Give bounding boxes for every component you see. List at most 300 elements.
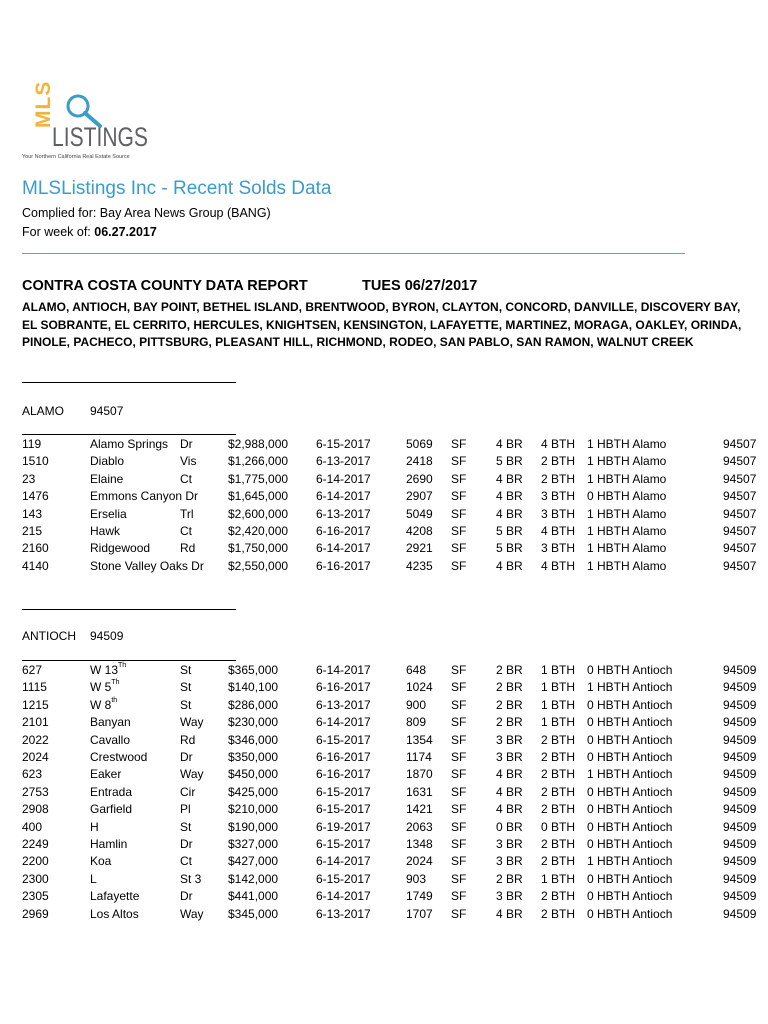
table-row	[0, 820, 768, 837]
table-row	[0, 785, 768, 802]
cell-br: 4 BR	[496, 802, 523, 817]
cell-date: 6-16-2017	[316, 750, 371, 764]
cell-date: 6-15-2017	[316, 437, 371, 451]
street-text: W 5	[90, 680, 112, 695]
cell-sf: SF	[451, 506, 467, 521]
cell-num: 2305	[22, 889, 49, 904]
table-row	[0, 559, 768, 576]
cell-type: Rd	[180, 732, 196, 747]
cell-price: $230,000	[228, 715, 279, 730]
header-divider	[22, 253, 685, 254]
cell-date: 6-13-2017	[316, 506, 371, 521]
cell-num: 119	[22, 437, 42, 451]
cell-zip: 94507	[723, 471, 757, 486]
cell-date: 6-15-2017	[316, 871, 371, 886]
cell-type: St	[180, 819, 192, 834]
cell-sf: SF	[451, 854, 467, 869]
cell-sf: SF	[451, 784, 467, 799]
table-row	[0, 507, 768, 524]
cell-price: $345,000	[228, 906, 279, 921]
cell-hbth: 0 HBTH Antioch	[587, 837, 673, 851]
cell-sqft: 1749	[406, 889, 433, 904]
cell-price: $286,000	[228, 697, 279, 712]
cell-bth: 2 BTH	[541, 802, 576, 817]
cell-sqft: 1631	[406, 784, 433, 799]
section-zip-antioch: 94509	[90, 629, 124, 643]
table-row	[0, 854, 768, 871]
table-row	[0, 872, 768, 889]
cell-br: 4 BR	[496, 489, 523, 504]
cell-bth: 1 BTH	[541, 680, 576, 695]
section-city-antioch: ANTIOCH	[22, 629, 76, 643]
cell-sqft: 2024	[406, 854, 433, 869]
cell-type: Pl	[180, 802, 191, 817]
cell-br: 5 BR	[496, 541, 523, 556]
cell-zip: 94507	[723, 489, 757, 504]
cell-br: 3 BR	[496, 854, 523, 869]
cell-num: 2969	[22, 906, 49, 921]
cell-hbth: 0 HBTH Antioch	[587, 819, 673, 834]
cell-bth: 2 BTH	[541, 732, 576, 747]
cell-sqft: 1354	[406, 732, 433, 747]
street-ordinal: Th	[111, 679, 120, 687]
cell-price: $1,266,000	[228, 454, 289, 469]
cell-zip: 94509	[723, 767, 757, 782]
cell-bth: 3 BTH	[541, 489, 576, 504]
cell-type: St 3	[180, 871, 202, 886]
cell-type: St	[180, 663, 192, 677]
cell-type: Vis	[180, 454, 197, 469]
table-row	[0, 889, 768, 906]
cell-price: $210,000	[228, 802, 279, 817]
cities-list: ALAMO, ANTIOCH, BAY POINT, BETHEL ISLAND, BRENTWOOD, BYRON, CLAYTON, CONCORD, DANVILLE, DISCOVERY BAY, EL SOBRANTE, EL CERRITO, HERCULES, KNIGHTSEN, KENSINGTON, LAFAYETTE, MARTINEZ, MORAGA, OAKLEY, ORINDA, PINOLE, PACHECO, PITTSBURG, PLEASANT HILL, RICHMOND, RODEO, SAN PABLO, SAN RAMON, WALNUT CREEK	[22, 300, 742, 349]
cell-street: Diablo	[90, 454, 125, 469]
cell-sqft: 5069	[406, 437, 433, 451]
cell-zip: 94509	[723, 750, 757, 764]
cell-num: 2753	[22, 784, 49, 799]
cell-num: 2249	[22, 837, 49, 851]
cell-br: 5 BR	[496, 524, 523, 538]
cell-sf: SF	[451, 454, 467, 469]
cell-num: 2200	[22, 854, 49, 869]
cell-sf: SF	[451, 732, 467, 747]
cell-sf: SF	[451, 767, 467, 782]
week-label: For week of:	[22, 225, 95, 239]
cell-street: L	[90, 871, 97, 886]
cell-num: 143	[22, 506, 43, 521]
cell-hbth: 1 HBTH Alamo	[587, 541, 667, 556]
cell-sqft: 1024	[406, 680, 433, 695]
cell-street: Ridgewood	[90, 541, 151, 556]
cell-hbth: 0 HBTH Antioch	[587, 697, 673, 712]
cell-price: $2,420,000	[228, 524, 289, 538]
cell-sqft: 648	[406, 663, 427, 677]
cell-sf: SF	[451, 541, 467, 556]
cell-bth: 2 BTH	[541, 767, 576, 782]
cell-type: Ct	[180, 471, 192, 486]
cell-num: 2160	[22, 541, 49, 556]
cell-date: 6-14-2017	[316, 854, 371, 869]
cell-price: $1,645,000	[228, 489, 289, 504]
cell-bth: 2 BTH	[541, 854, 576, 869]
cell-br: 4 BR	[496, 784, 523, 799]
cell-zip: 94509	[723, 784, 757, 799]
cell-date: 6-13-2017	[316, 906, 371, 921]
cell-price: $425,000	[228, 784, 279, 799]
cell-sf: SF	[451, 663, 467, 677]
cell-price: $2,988,000	[228, 437, 289, 451]
cell-street: Erselia	[90, 506, 127, 521]
cell-zip: 94509	[723, 802, 757, 817]
cell-num: 2101	[22, 715, 49, 730]
cell-type: Dr	[180, 750, 193, 764]
cell-br: 4 BR	[496, 506, 523, 521]
table-row	[0, 541, 768, 558]
street-text: W 13	[90, 663, 119, 677]
cell-date: 6-15-2017	[316, 732, 371, 747]
cell-street: Crestwood	[90, 750, 148, 764]
cell-hbth: 0 HBTH Antioch	[587, 784, 673, 799]
cell-street	[90, 698, 117, 712]
cell-hbth: 1 HBTH Alamo	[587, 506, 667, 521]
cell-br: 3 BR	[496, 732, 523, 747]
cell-zip: 94507	[723, 454, 757, 469]
week-of	[22, 225, 157, 239]
cell-br: 4 BR	[496, 437, 523, 451]
cell-date: 6-19-2017	[316, 819, 371, 834]
cell-date: 6-14-2017	[316, 663, 371, 677]
cell-sqft: 1421	[406, 802, 433, 817]
cell-sqft: 4208	[406, 524, 433, 538]
cell-bth: 2 BTH	[541, 750, 576, 764]
cell-date: 6-13-2017	[316, 697, 371, 712]
cell-street: Koa	[90, 854, 112, 869]
cell-zip: 94509	[723, 663, 757, 677]
cell-bth: 3 BTH	[541, 541, 576, 556]
street-text: W 8	[90, 697, 112, 712]
cell-street: H	[90, 819, 99, 834]
cell-date: 6-14-2017	[316, 471, 371, 486]
page-title: MLSListings Inc - Recent Solds Data	[22, 178, 332, 199]
section-zip-alamo: 94507	[90, 404, 124, 418]
cell-zip: 94509	[723, 906, 757, 921]
cell-zip: 94509	[723, 697, 757, 712]
cell-date: 6-16-2017	[316, 680, 371, 695]
cell-bth: 1 BTH	[541, 697, 576, 712]
cell-bth: 4 BTH	[541, 437, 576, 451]
table-row	[0, 733, 768, 750]
cell-date: 6-14-2017	[316, 715, 371, 730]
cell-zip: 94509	[723, 871, 757, 886]
cell-street: Eaker	[90, 767, 122, 782]
cell-bth: 2 BTH	[541, 889, 576, 904]
cell-sqft: 1870	[406, 767, 433, 782]
table-row	[0, 437, 768, 454]
cell-type: Ct	[180, 854, 192, 869]
cell-street: Banyan	[90, 715, 131, 730]
cell-price: $140,100	[228, 680, 279, 695]
cell-sf: SF	[451, 524, 467, 538]
cell-price: $350,000	[228, 750, 279, 764]
cell-price: $190,000	[228, 819, 279, 834]
cell-br: 2 BR	[496, 715, 523, 730]
cell-sf: SF	[451, 889, 467, 904]
table-row	[0, 663, 768, 680]
cell-price: $365,000	[228, 663, 279, 677]
cell-zip: 94507	[723, 524, 757, 538]
cell-sqft: 2907	[406, 489, 433, 504]
cell-br: 4 BR	[496, 558, 523, 573]
cell-date: 6-14-2017	[316, 489, 371, 504]
report-heading: CONTRA COSTA COUNTY DATA REPORT	[22, 278, 308, 294]
cell-bth: 2 BTH	[541, 906, 576, 921]
cell-bth: 2 BTH	[541, 471, 576, 486]
cell-sf: SF	[451, 715, 467, 730]
cell-zip: 94507	[723, 558, 757, 573]
cell-sqft: 2418	[406, 454, 433, 469]
cell-zip: 94509	[723, 680, 757, 695]
cell-hbth: 1 HBTH Antioch	[587, 767, 673, 782]
section-header-rule	[22, 434, 236, 435]
cell-street: Hamlin	[90, 837, 128, 851]
cell-num: 1215	[22, 697, 49, 712]
cell-sf: SF	[451, 750, 467, 764]
table-row	[0, 750, 768, 767]
cell-num: 23	[22, 471, 36, 486]
cell-bth: 2 BTH	[541, 784, 576, 799]
section-divider	[22, 382, 236, 383]
cell-bth: 1 BTH	[541, 715, 576, 730]
cell-price: $2,550,000	[228, 558, 289, 573]
cell-bth: 1 BTH	[541, 663, 576, 677]
cell-hbth: 1 HBTH Alamo	[587, 471, 667, 486]
cell-num: 2300	[22, 871, 49, 886]
cell-type: Way	[180, 906, 204, 921]
cell-street: Lafayette	[90, 889, 140, 904]
cell-date: 6-15-2017	[316, 784, 371, 799]
table-row	[0, 767, 768, 784]
mls-listings-logo	[22, 80, 152, 164]
cell-num: 4140	[22, 558, 49, 573]
cell-hbth: 0 HBTH Antioch	[587, 715, 673, 730]
compiled-for: Complied for: Bay Area News Group (BANG)	[22, 206, 271, 220]
cell-type: Dr	[180, 837, 193, 851]
cell-zip: 94509	[723, 732, 757, 747]
cell-zip: 94509	[723, 819, 757, 834]
cell-sf: SF	[451, 489, 467, 504]
cell-street: Alamo Springs	[90, 437, 169, 451]
cell-bth: 2 BTH	[541, 454, 576, 469]
cell-type: Way	[180, 767, 204, 782]
cell-hbth: 1 HBTH Antioch	[587, 854, 673, 869]
cell-type: Rd	[180, 541, 196, 556]
cell-sf: SF	[451, 906, 467, 921]
cell-zip: 94509	[723, 854, 757, 869]
table-row	[0, 472, 768, 489]
cell-date: 6-16-2017	[316, 558, 371, 573]
cell-num: 627	[22, 663, 43, 677]
cell-hbth: 1 HBTH Antioch	[587, 680, 673, 695]
cell-type: St	[180, 697, 192, 712]
cell-br: 4 BR	[496, 471, 523, 486]
report-date: TUES 06/27/2017	[362, 278, 478, 294]
cell-hbth: 0 HBTH Antioch	[587, 889, 673, 904]
cell-num: 1476	[22, 489, 49, 504]
cell-num: 623	[22, 767, 43, 782]
section-header-rule	[22, 660, 236, 661]
cell-hbth: 0 HBTH Antioch	[587, 802, 673, 817]
cell-br: 5 BR	[496, 454, 523, 469]
cell-bth: 2 BTH	[541, 837, 576, 851]
cell-sf: SF	[451, 697, 467, 712]
cell-sqft: 1707	[406, 906, 433, 921]
cell-bth: 4 BTH	[541, 558, 576, 573]
cell-bth: 4 BTH	[541, 524, 576, 538]
cell-hbth: 1 HBTH Alamo	[587, 454, 667, 469]
cell-date: 6-16-2017	[316, 767, 371, 782]
cell-date: 6-16-2017	[316, 524, 371, 538]
cell-street	[90, 663, 126, 677]
table-row	[0, 715, 768, 732]
cell-street	[90, 680, 120, 694]
cell-street: Hawk	[90, 524, 121, 538]
cell-zip: 94507	[723, 541, 757, 556]
cell-sqft: 900	[406, 697, 427, 712]
table-row	[0, 524, 768, 541]
cell-num: 215	[22, 524, 43, 538]
cell-br: 2 BR	[496, 680, 523, 695]
table-row	[0, 907, 768, 924]
cell-price: $441,000	[228, 889, 279, 904]
cell-br: 2 BR	[496, 871, 523, 886]
table-row	[0, 837, 768, 854]
cell-bth: 0 BTH	[541, 819, 576, 834]
cell-zip: 94509	[723, 889, 757, 904]
cell-sqft: 809	[406, 715, 427, 730]
table-row	[0, 802, 768, 819]
cell-price: $142,000	[228, 871, 279, 886]
cell-sqft: 903	[406, 871, 427, 886]
cell-sqft: 1174	[406, 750, 432, 764]
cell-type: Way	[180, 715, 204, 730]
cell-street: Garfield	[90, 802, 133, 817]
cell-sqft: 2921	[406, 541, 433, 556]
cell-date: 6-13-2017	[316, 454, 371, 469]
cell-sf: SF	[451, 802, 467, 817]
cell-num: 1510	[22, 454, 49, 469]
cell-sf: SF	[451, 471, 467, 486]
table-row	[0, 489, 768, 506]
cell-num: 2024	[22, 750, 49, 764]
street-ordinal: Th	[118, 662, 127, 669]
cell-sf: SF	[451, 437, 467, 451]
cell-price: $327,000	[228, 837, 279, 851]
cell-sqft: 2063	[406, 819, 433, 834]
logo-listings-text: LISTINGS	[52, 122, 148, 152]
cell-hbth: 0 HBTH Antioch	[587, 871, 673, 886]
cell-date: 6-14-2017	[316, 889, 371, 904]
week-value: 06.27.2017	[94, 225, 157, 239]
cell-zip: 94507	[723, 506, 757, 521]
logo-mls-text: MLS	[32, 80, 55, 128]
cell-sqft: 4235	[406, 558, 433, 573]
cell-hbth: 0 HBTH Antioch	[587, 750, 673, 764]
cell-sf: SF	[451, 871, 467, 886]
cell-price: $427,000	[228, 854, 279, 869]
cell-bth: 1 BTH	[541, 871, 576, 886]
cell-br: 3 BR	[496, 750, 523, 764]
cell-zip: 94507	[723, 437, 757, 451]
cell-zip: 94509	[723, 837, 757, 851]
cell-date: 6-14-2017	[316, 541, 371, 556]
cell-br: 2 BR	[496, 663, 523, 677]
cell-num: 400	[22, 819, 43, 834]
cell-sqft: 5049	[406, 506, 433, 521]
cell-street: Entrada	[90, 784, 133, 799]
cell-hbth: 1 HBTH Alamo	[587, 524, 667, 538]
cell-hbth: 0 HBTH Antioch	[587, 732, 673, 747]
table-row	[0, 680, 768, 697]
cell-num: 2022	[22, 732, 49, 747]
cell-hbth: 0 HBTH Alamo	[587, 489, 667, 504]
cell-hbth: 0 HBTH Antioch	[587, 663, 673, 677]
cell-bth: 3 BTH	[541, 506, 576, 521]
cell-street: Emmons Canyon Dr	[90, 489, 199, 504]
cell-price: $450,000	[228, 767, 279, 782]
cell-br: 4 BR	[496, 906, 523, 921]
cell-hbth: 1 HBTH Alamo	[587, 558, 667, 573]
cell-type: Dr	[180, 889, 193, 904]
cell-br: 3 BR	[496, 837, 523, 851]
cell-price: $2,600,000	[228, 506, 289, 521]
cell-num: 2908	[22, 802, 49, 817]
cell-br: 0 BR	[496, 819, 523, 834]
cell-sf: SF	[451, 680, 467, 695]
cell-price: $1,775,000	[228, 471, 289, 486]
cell-street: Los Altos	[90, 906, 139, 921]
cell-street: Elaine	[90, 471, 124, 486]
street-ordinal: th	[111, 696, 118, 704]
cell-type: Trl	[180, 506, 194, 521]
cell-sf: SF	[451, 837, 467, 851]
cell-street: Cavallo	[90, 732, 131, 747]
section-city-alamo: ALAMO	[22, 404, 65, 418]
cell-type: St	[180, 680, 192, 695]
table-row	[0, 454, 768, 471]
cell-date: 6-15-2017	[316, 802, 371, 817]
cell-zip: 94509	[723, 715, 757, 730]
cell-num: 1115	[22, 680, 47, 695]
cell-sf: SF	[451, 558, 467, 573]
cell-sqft: 1348	[406, 837, 433, 851]
cell-street: Stone Valley Oaks Dr	[90, 558, 204, 573]
cell-sqft: 2690	[406, 471, 433, 486]
cell-price: $1,750,000	[228, 541, 289, 556]
cell-br: 2 BR	[496, 697, 523, 712]
cell-type: Cir	[180, 784, 196, 799]
cell-hbth: 0 HBTH Antioch	[587, 906, 673, 921]
cell-type: Dr	[180, 437, 193, 451]
cell-price: $346,000	[228, 732, 279, 747]
cell-sf: SF	[451, 819, 467, 834]
cell-br: 3 BR	[496, 889, 523, 904]
cell-br: 4 BR	[496, 767, 523, 782]
section-divider	[22, 609, 236, 610]
cell-date: 6-15-2017	[316, 837, 371, 851]
logo-tagline: Your Northern California Real Estate Source	[22, 154, 130, 160]
cell-hbth: 1 HBTH Alamo	[587, 437, 667, 451]
table-row	[0, 698, 768, 715]
